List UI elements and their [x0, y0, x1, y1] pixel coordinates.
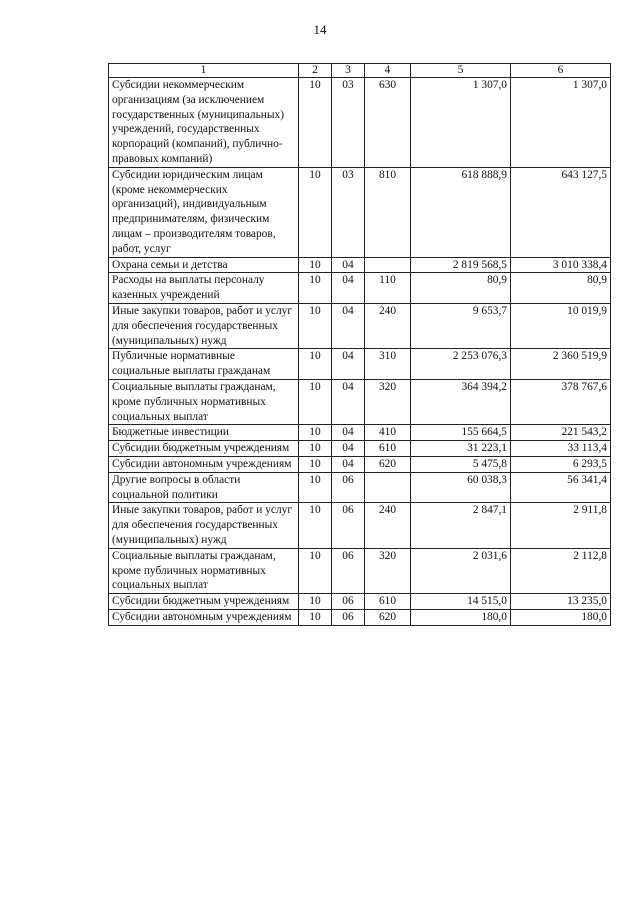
- row-section: 10: [299, 379, 332, 424]
- row-name: Охрана семьи и детства: [109, 257, 299, 273]
- row-section: 10: [299, 167, 332, 257]
- row-subsection: 06: [332, 472, 365, 503]
- row-year1-amount: 2 253 076,3: [411, 349, 511, 380]
- row-year2-amount: 13 235,0: [511, 594, 611, 610]
- row-expense-type: 610: [365, 441, 411, 457]
- row-section: 10: [299, 349, 332, 380]
- table-row: [109, 609, 611, 625]
- row-expense-type: 410: [365, 425, 411, 441]
- row-name: Субсидии юридическим лицам (кроме некоммерческих организаций), индивидуальным предпринимателям, физическим лицам – производителям товаров, работ, услуг: [109, 167, 299, 257]
- table-row: [109, 456, 611, 472]
- row-subsection: 03: [332, 167, 365, 257]
- row-section: 10: [299, 441, 332, 457]
- table-row: [109, 594, 611, 610]
- row-name: Расходы на выплаты персоналу казенных учреждений: [109, 273, 299, 304]
- row-year2-amount: 378 767,6: [511, 379, 611, 424]
- row-year2-amount: 1 307,0: [511, 78, 611, 168]
- row-section: 10: [299, 425, 332, 441]
- row-year1-amount: 155 664,5: [411, 425, 511, 441]
- row-subsection: 04: [332, 441, 365, 457]
- row-year2-amount: 33 113,4: [511, 441, 611, 457]
- row-section: 10: [299, 456, 332, 472]
- row-year1-amount: 14 515,0: [411, 594, 511, 610]
- row-subsection: 04: [332, 273, 365, 304]
- row-subsection: 03: [332, 78, 365, 168]
- row-section: 10: [299, 257, 332, 273]
- row-subsection: 04: [332, 456, 365, 472]
- row-year1-amount: 180,0: [411, 609, 511, 625]
- row-name: Субсидии автономным учреждениям: [109, 609, 299, 625]
- row-year2-amount: 2 911,8: [511, 503, 611, 548]
- row-year2-amount: 80,9: [511, 273, 611, 304]
- row-section: 10: [299, 472, 332, 503]
- row-subsection: 06: [332, 594, 365, 610]
- row-subsection: 06: [332, 548, 365, 593]
- row-section: 10: [299, 503, 332, 548]
- row-section: 10: [299, 609, 332, 625]
- row-section: 10: [299, 303, 332, 348]
- table-row: [109, 257, 611, 273]
- row-expense-type: 610: [365, 594, 411, 610]
- header-col-section: 2: [299, 64, 332, 78]
- row-expense-type: 110: [365, 273, 411, 304]
- row-year2-amount: 3 010 338,4: [511, 257, 611, 273]
- row-name: Социальные выплаты гражданам, кроме публичных нормативных социальных выплат: [109, 379, 299, 424]
- row-name: Публичные нормативные социальные выплаты гражданам: [109, 349, 299, 380]
- row-name: Иные закупки товаров, работ и услуг для обеспечения государственных (муниципальных) нужд: [109, 303, 299, 348]
- row-subsection: 04: [332, 257, 365, 273]
- row-expense-type: 320: [365, 548, 411, 593]
- table-row: [109, 503, 611, 548]
- row-year1-amount: 2 031,6: [411, 548, 511, 593]
- table-row: [109, 441, 611, 457]
- header-col-year2: 6: [511, 64, 611, 78]
- row-expense-type: 620: [365, 456, 411, 472]
- row-expense-type: [365, 472, 411, 503]
- row-expense-type: 630: [365, 78, 411, 168]
- row-expense-type: 240: [365, 503, 411, 548]
- table-row: [109, 349, 611, 380]
- header-col-year1: 5: [411, 64, 511, 78]
- row-year2-amount: 6 293,5: [511, 456, 611, 472]
- row-expense-type: 620: [365, 609, 411, 625]
- row-expense-type: 310: [365, 349, 411, 380]
- row-subsection: 04: [332, 303, 365, 348]
- row-name: Субсидии некоммерческим организациям (за исключением государственных (муниципальных) учреждений, государственных корпораций (компаний), публично-правовых компаний): [109, 78, 299, 168]
- row-section: 10: [299, 594, 332, 610]
- table-row: [109, 548, 611, 593]
- row-name: Социальные выплаты гражданам, кроме публичных нормативных социальных выплат: [109, 548, 299, 593]
- row-year2-amount: 56 341,4: [511, 472, 611, 503]
- row-name: Субсидии автономным учреждениям: [109, 456, 299, 472]
- row-expense-type: [365, 257, 411, 273]
- row-year2-amount: 180,0: [511, 609, 611, 625]
- row-year1-amount: 2 847,1: [411, 503, 511, 548]
- row-year2-amount: 221 543,2: [511, 425, 611, 441]
- row-expense-type: 320: [365, 379, 411, 424]
- table-row: [109, 472, 611, 503]
- row-name: Другие вопросы в области социальной политики: [109, 472, 299, 503]
- row-subsection: 06: [332, 503, 365, 548]
- row-year1-amount: 2 819 568,5: [411, 257, 511, 273]
- header-col-name: 1: [109, 64, 299, 78]
- row-section: 10: [299, 273, 332, 304]
- row-name: Субсидии бюджетным учреждениям: [109, 594, 299, 610]
- table-row: [109, 273, 611, 304]
- row-section: 10: [299, 548, 332, 593]
- row-subsection: 06: [332, 609, 365, 625]
- page-number: 14: [313, 22, 327, 37]
- row-expense-type: 810: [365, 167, 411, 257]
- row-year2-amount: 2 360 519,9: [511, 349, 611, 380]
- row-subsection: 04: [332, 425, 365, 441]
- row-subsection: 04: [332, 349, 365, 380]
- table-row: [109, 167, 611, 257]
- table-row: [109, 379, 611, 424]
- row-year2-amount: 643 127,5: [511, 167, 611, 257]
- row-year1-amount: 60 038,3: [411, 472, 511, 503]
- row-name: Бюджетные инвестиции: [109, 425, 299, 441]
- row-name: Субсидии бюджетным учреждениям: [109, 441, 299, 457]
- row-year1-amount: 80,9: [411, 273, 511, 304]
- row-year1-amount: 618 888,9: [411, 167, 511, 257]
- row-section: 10: [299, 78, 332, 168]
- budget-table: [108, 63, 611, 626]
- row-year1-amount: 5 475,8: [411, 456, 511, 472]
- row-year1-amount: 31 223,1: [411, 441, 511, 457]
- row-subsection: 04: [332, 379, 365, 424]
- row-year1-amount: 364 394,2: [411, 379, 511, 424]
- table-row: [109, 303, 611, 348]
- row-expense-type: 240: [365, 303, 411, 348]
- row-year2-amount: 2 112,8: [511, 548, 611, 593]
- table-row: [109, 78, 611, 168]
- row-year1-amount: 9 653,7: [411, 303, 511, 348]
- table-row: [109, 425, 611, 441]
- row-name: Иные закупки товаров, работ и услуг для обеспечения государственных (муниципальных) нужд: [109, 503, 299, 548]
- row-year2-amount: 10 019,9: [511, 303, 611, 348]
- row-year1-amount: 1 307,0: [411, 78, 511, 168]
- header-col-expense-type: 4: [365, 64, 411, 78]
- header-row: [109, 64, 611, 78]
- header-col-subsection: 3: [332, 64, 365, 78]
